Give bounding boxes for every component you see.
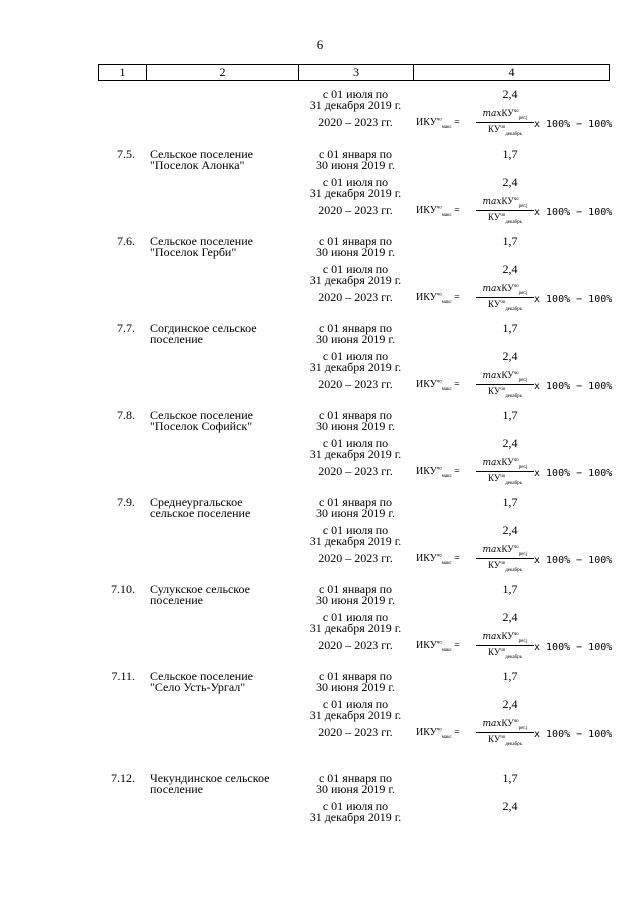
formula [416,544,612,572]
period-line: 30 июня 2019 г. [316,593,395,607]
formula-fraction [476,718,534,747]
settlement-name-line: Согдинское сельское [150,321,257,335]
period-line: с 01 января по [318,495,393,509]
formula [416,196,612,224]
period-july [298,177,413,199]
period-january [298,497,413,519]
period-july [298,612,413,634]
row-number: 7.8. [117,408,135,422]
formula-denominator: $КУ^{чо}_{декабрь}$ [488,123,522,137]
formula-denominator: $КУ^{чо}_{декабрь}$ [488,646,522,660]
formula-rhs: x 100% − 100% [534,555,613,566]
value-cell: 1,7 [502,234,518,248]
settlement-name-line: "Поселок Алонка" [150,158,245,172]
period-range: 2020 – 2023 гг. [318,290,393,304]
formula-rhs: x 100% − 100% [534,207,613,218]
period-july [298,264,413,286]
period-july [298,351,413,373]
settlement-name-line: Сельское поселение [150,234,253,248]
formula-lhs: $ИКУ^{чо}_{макс}$ = [416,466,460,479]
period-line: с 01 июля по [322,175,389,189]
settlement-name-line: поселение [150,332,204,346]
period-january [298,236,413,258]
formula-rhs: x 100% − 100% [534,119,613,130]
formula-numerator: maxКУ$^{чо}_{рег.j}$ [476,631,534,646]
formula [416,457,612,485]
value-cell: 1,7 [502,669,518,683]
period-line: 30 июня 2019 г. [316,419,395,433]
period-july [298,801,413,823]
settlement-name-line: Сельское поселение [150,408,253,422]
period-line: с 01 июля по [322,262,389,276]
formula-lhs: $ИКУ^{чо}_{макс}$ = [416,553,460,566]
formula-numerator: maxКУ$^{чо}_{рег.j}$ [476,108,534,123]
formula-lhs: $ИКУ^{чо}_{макс}$ = [416,727,460,740]
period-line: 31 декабря 2019 г. [309,360,402,374]
formula-rhs: x 100% − 100% [534,381,613,392]
formula-lhs: $ИКУ^{чо}_{макс}$ = [416,205,460,218]
settlement-name [150,323,300,345]
settlement-name-line: "Поселок Софийск" [150,419,253,433]
settlement-name-line: поселение [150,782,204,796]
page-number: 6 [316,37,324,52]
formula-numerator: maxКУ$^{чо}_{рег.j}$ [476,196,534,211]
period-range: 2020 – 2023 гг. [318,464,393,478]
period-line: 31 декабря 2019 г. [309,534,402,548]
row-number: 7.6. [117,234,135,248]
period-line: 30 июня 2019 г. [316,245,395,259]
value-cell: 1,7 [502,495,518,509]
period-line: с 01 июля по [322,436,389,450]
period-line: с 01 января по [318,669,393,683]
settlement-name [150,410,300,432]
settlement-name-line: Сельское поселение [150,669,253,683]
period-line: 30 июня 2019 г. [316,158,395,172]
period-line: 31 декабря 2019 г. [309,621,402,635]
settlement-name-line: Среднеургальское [150,495,243,509]
formula-rhs: x 100% − 100% [534,294,613,305]
formula [416,108,612,136]
formula-fraction [476,457,534,486]
formula-lhs: $ИКУ^{чо}_{макс}$ = [416,640,460,653]
period-line: с 01 июля по [322,697,389,711]
period-range: 2020 – 2023 гг. [318,551,393,565]
period-july [298,438,413,460]
header-col-4: 4 [414,65,610,81]
formula-rhs: x 100% − 100% [534,729,613,740]
formula-numerator: maxКУ$^{чо}_{рег.j}$ [476,370,534,385]
formula-denominator: $КУ^{чо}_{декабрь}$ [488,559,522,573]
value-cell: 2,4 [502,610,518,624]
period-line: с 01 января по [318,147,393,161]
formula-fraction [476,544,534,573]
formula-numerator: maxКУ$^{чо}_{рег.j}$ [476,718,534,733]
period-range: 2020 – 2023 гг. [318,638,393,652]
period-line: 31 декабря 2019 г. [309,708,402,722]
row-number: 7.7. [117,321,135,335]
settlement-name-line: сельское поселение [150,506,251,520]
formula-fraction [476,283,534,312]
formula [416,370,612,398]
period-july [298,525,413,547]
period-line: 31 декабря 2019 г. [309,447,402,461]
formula-rhs: x 100% − 100% [534,642,613,653]
settlement-name [150,497,300,519]
period-line: 31 декабря 2019 г. [309,98,402,112]
period-line: с 01 июля по [322,523,389,537]
value-cell: 2,4 [502,349,518,363]
value-cell: 2,4 [502,697,518,711]
formula-numerator: maxКУ$^{чо}_{рег.j}$ [476,544,534,559]
period-line: 30 июня 2019 г. [316,680,395,694]
value-cell: 1,7 [502,771,518,785]
period-line: с 01 июля по [322,610,389,624]
value-cell: 1,7 [502,147,518,161]
period-line: 31 декабря 2019 г. [309,810,402,824]
period-january [298,323,413,345]
formula-rhs: x 100% − 100% [534,468,613,479]
period-range: 2020 – 2023 гг. [318,377,393,391]
formula-fraction [476,631,534,660]
header-col-1: 1 [99,65,147,81]
period-january [298,671,413,693]
header-col-3: 3 [299,65,414,81]
formula-lhs: $ИКУ^{чо}_{макс}$ = [416,292,460,305]
settlement-name [150,236,300,258]
formula-lhs: $ИКУ^{чо}_{макс}$ = [416,379,460,392]
formula [416,718,612,746]
period-range: 2020 – 2023 гг. [318,725,393,739]
period-january [298,773,413,795]
formula-numerator: maxКУ$^{чо}_{рег.j}$ [476,283,534,298]
settlement-name [150,671,300,693]
value-cell: 2,4 [502,523,518,537]
period-line: 30 июня 2019 г. [316,332,395,346]
period-line: с 01 июля по [322,87,389,101]
settlement-name-line: Чекундинское сельское [150,771,270,785]
value-cell: 2,4 [502,799,518,813]
period-line: с 01 января по [318,582,393,596]
row-number: 7.9. [117,495,135,509]
header-col-2: 2 [147,65,299,81]
period-line: 31 декабря 2019 г. [309,186,402,200]
value-cell: 1,7 [502,582,518,596]
period-line: с 01 января по [318,234,393,248]
period-line: с 01 января по [318,408,393,422]
row-number: 7.10. [111,582,135,596]
settlement-name-line: "Поселок Герби" [150,245,237,259]
settlement-name-line: поселение [150,593,204,607]
formula-fraction [476,370,534,399]
row-number: 7.11. [111,669,135,683]
period-range: 2020 – 2023 гг. [318,203,393,217]
period-january [298,149,413,171]
formula-denominator: $КУ^{чо}_{декабрь}$ [488,298,522,312]
settlement-name [150,149,300,171]
period-line: 30 июня 2019 г. [316,782,395,796]
settlement-name [150,584,300,606]
period-line: с 01 января по [318,771,393,785]
formula-numerator: maxКУ$^{чо}_{рег.j}$ [476,457,534,472]
value-cell: 1,7 [502,408,518,422]
period-january [298,584,413,606]
formula [416,283,612,311]
value-cell: 1,7 [502,321,518,335]
formula-fraction [476,196,534,225]
period-july [298,699,413,721]
formula-fraction [476,108,534,137]
row-number: 7.5. [117,147,135,161]
settlement-name-line: Сельское поселение [150,147,253,161]
period-line: с 01 января по [318,321,393,335]
formula-denominator: $КУ^{чо}_{декабрь}$ [488,385,522,399]
formula-denominator: $КУ^{чо}_{декабрь}$ [488,472,522,486]
period-line: 30 июня 2019 г. [316,506,395,520]
settlement-name-line: Сулукское сельское [150,582,250,596]
period-line: 31 декабря 2019 г. [309,273,402,287]
period-line: с 01 июля по [322,349,389,363]
formula-lhs: $ИКУ^{чо}_{макс}$ = [416,117,460,130]
period-line: с 01 июля по [322,799,389,813]
formula-denominator: $КУ^{чо}_{декабрь}$ [488,211,522,225]
value-cell: 2,4 [502,87,518,101]
settlement-name-line: "Село Усть-Ургал" [150,680,246,694]
value-cell: 2,4 [502,262,518,276]
formula-denominator: $КУ^{чо}_{декабрь}$ [488,733,522,747]
row-number: 7.12. [111,771,135,785]
value-cell: 2,4 [502,175,518,189]
table-header [98,64,610,81]
value-cell: 2,4 [502,436,518,450]
formula [416,631,612,659]
period-range: 2020 – 2023 гг. [318,115,393,129]
period-july [298,89,413,111]
settlement-name [150,773,300,795]
period-january [298,410,413,432]
